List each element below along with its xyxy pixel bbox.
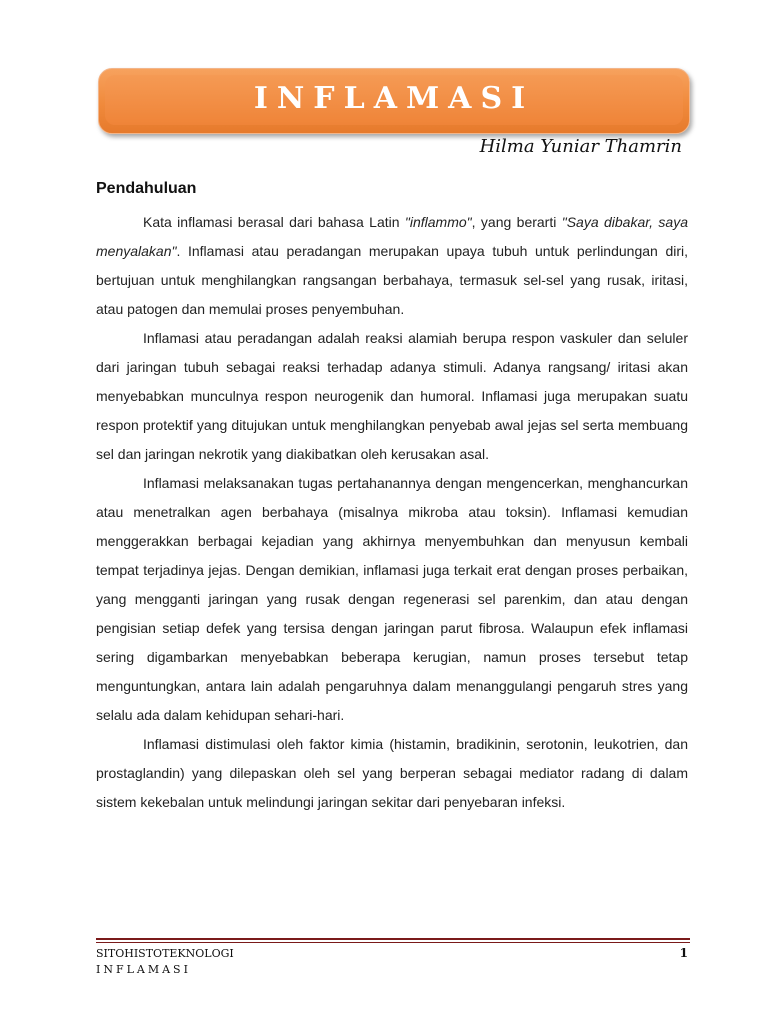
p1-text-e: . Inflamasi atau peradangan merupakan upaya tubuh untuk perlindungan diri, bertujuan untuk menghilangkan rangsangan berbahaya, termasuk sel-sel yang rusak, iritasi, atau patogen dan memulai proses penyembuhan. — [96, 243, 688, 317]
p1-italic-meaning: "Saya dibakar, saya menyalakan" — [96, 214, 688, 259]
footer-chapter-name: INFLAMASI — [96, 963, 191, 976]
p1-text-c: , yang berarti — [471, 214, 562, 230]
footer-running-title — [96, 946, 234, 978]
footer-rule-thin — [96, 942, 690, 943]
page-number: 1 — [679, 946, 688, 960]
footer-course-name: SITOHISTOTEKNOLOGI — [96, 947, 234, 960]
title-banner — [98, 68, 690, 134]
paragraph-3: Inflamasi melaksanakan tugas pertahanannya dengan mengencerkan, menghancurkan atau menetralkan agen berbahaya (misalnya mikroba atau toksin). Inflamasi kemudian menggerakkan berbagai kejadian yang akhirnya menyembuhkan dan menyusun kembali tempat terjadinya jejas. Dengan demikian, inflamasi juga terkait erat dengan proses perbaikan, yang mengganti jaringan yang rusak dengan regenerasi sel parenkim, dan atau dengan pengisian setiap defek yang tersisa dengan jaringan parut fibrosa. Walaupun efek inflamasi sering digambarkan menyebabkan beberapa kerugian, namun proses tersebut tetap menguntungkan, antara lain adalah pengaruhnya dalam menanggulangi pengaruh stres yang selalu ada dalam kehidupan sehari-hari. — [96, 475, 688, 723]
footer-rule-thick — [96, 938, 690, 940]
paragraph-4: Inflamasi distimulasi oleh faktor kimia (histamin, bradikinin, serotonin, leukotrien, dan prostaglandin) yang dilepaskan oleh sel yang berperan sebagai mediator radang di dalam sistem kekebalan untuk melindungi jaringan sekitar dari penyebaran infeksi. — [96, 736, 688, 810]
paragraph-1 — [96, 208, 688, 324]
author-name: Hilma Yuniar Thamrin — [479, 136, 682, 157]
document-title: INFLAMASI — [253, 81, 535, 116]
body-text — [96, 208, 688, 817]
p1-text-a: Kata inflamasi berasal dari bahasa Latin — [143, 214, 405, 230]
p1-italic-latin: "inflammo" — [404, 214, 472, 230]
paragraph-2: Inflamasi atau peradangan adalah reaksi alamiah berupa respon vaskuler dan seluler dari jaringan tubuh sebagai reaksi terhadap adanya stimuli. Adanya rangsang/ iritasi akan menyebabkan munculnya respon neurogenik dan humoral. Inflamasi juga merupakan suatu respon protektif yang ditujukan untuk menghilangkan penyebab awal jejas sel serta membuang sel dan jaringan nekrotik yang diakibatkan oleh kerusakan asal. — [96, 330, 688, 462]
section-heading: Pendahuluan — [96, 180, 197, 197]
